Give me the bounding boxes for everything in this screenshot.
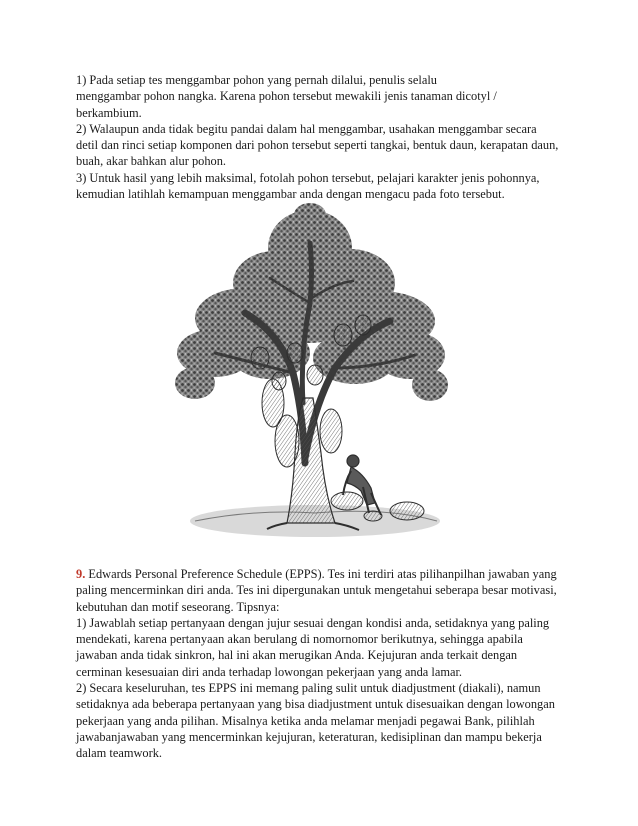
paragraph-line: mendekati, karena pertanyaan akan berulang di nomornomor berikutnya, sehingga apabila [76,632,523,647]
tree-drawing-tips [76,72,576,202]
paragraph-line: cerminan kesesuaian diri anda terhadap lowongan pekerjaan yang anda lamar. [76,664,463,679]
paragraph-line: jawabanjawaban yang mencerminkan kejujuran, keteraturan, kedisiplinan dan mampu bekerja [76,729,542,744]
paragraph-line: 1) Jawablah setiap pertanyaan dengan jujur sesuai dengan kondisi anda, setidaknya yang paling [76,615,550,630]
paragraph-line: 2) Walaupun anda tidak begitu pandai dalam hal menggambar, usahakan menggambar secara [76,121,537,136]
paragraph-line: 3) Untuk hasil yang lebih maksimal, fotolah pohon tersebut, pelajari karakter jenis pohonnya, [76,170,540,185]
paragraph-line: kebutuhan dan motif seseorang. Tipsnya: [76,599,280,614]
paragraph-line: berkambium. [76,105,142,120]
paragraph-line: setidaknya ada beberapa pertanyaan yang bisa diadjustment untuk disesuaikan dengan lowongan [76,697,555,712]
section-heading-line [76,566,576,582]
paragraph-line: detil dan rinci setiap komponen dari pohon tersebut seperti tangkai, bentuk daun, kerapatan daun, [76,138,559,153]
paragraph-line: buah, akar bahkan alur pohon. [76,154,227,169]
section-number: 9. [76,567,86,581]
paragraph-line: jawaban anda tidak sinkron, hal ini akan merugikan Anda. Kejujuran anda terkait dengan [76,648,518,663]
paragraph-line: pekerjaan yang anda pilihan. Misalnya ketika anda melamar menjadi pegawai Bank, pilihlah [76,713,535,728]
paragraph-line: 1) Pada setiap tes menggambar pohon yang pernah dilalui, penulis selalu [76,73,437,87]
section-title: Edwards Personal Preference Schedule (EPPS). Tes ini terdiri atas pilihanpilhan jawaban yang [85,567,557,581]
jackfruit-tree-illustration [175,203,451,543]
paragraph-line: 2) Secara keseluruhan, tes EPPS ini memang paling sulit untuk diadjustment (diakali), namun [76,681,541,696]
paragraph-line: menggambar pohon nangka. Karena pohon tersebut mewakili jenis tanaman dicotyl / [76,89,497,104]
epps-section [76,566,576,762]
paragraph-line: dalam teamwork. [76,746,163,761]
paragraph-line: kemudian latihlah kemampuan menggambar anda dengan mengacu pada foto tersebut. [76,187,505,202]
paragraph-line: paling mencerminkan diri anda. Tes ini dipergunakan untuk mengetahui seberapa besar motivasi, [76,583,557,598]
jackfruit-tree-drawing [175,203,451,543]
